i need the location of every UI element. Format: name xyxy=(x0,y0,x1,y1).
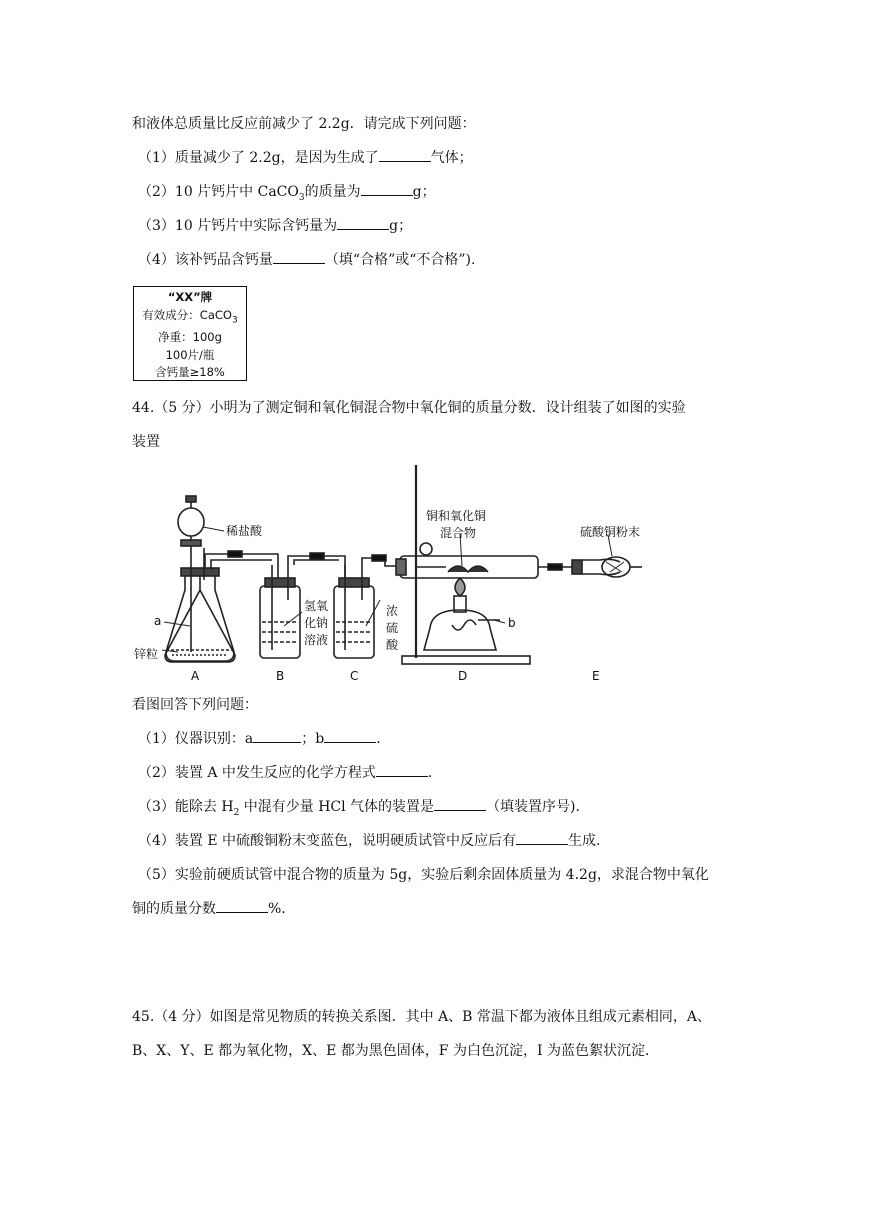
caption-a: A xyxy=(191,669,200,683)
subscript: 2 xyxy=(233,807,240,818)
q44-part2 xyxy=(138,762,432,782)
flask-stopper xyxy=(181,568,219,576)
q43-part2-text: （2）10 片钙片中 CaCO xyxy=(138,184,299,200)
label-naoh-3: 溶液 xyxy=(304,633,329,647)
label-mixture-2: 混合物 xyxy=(440,526,477,540)
iron-stand-base xyxy=(402,656,530,664)
q44-part3-mid: 中混有少量 HCl 气体的装置是 xyxy=(239,799,435,815)
q44-intro-line2: 装置 xyxy=(132,434,160,450)
q43-part2-mid: 的质量为 xyxy=(304,184,361,200)
label-brand: “XX”牌 xyxy=(167,290,213,304)
q43-part1-tail: 气体； xyxy=(430,150,473,166)
label-h2so4-3: 酸 xyxy=(386,638,399,652)
label-ingredient-text: 有效成分：CaCO xyxy=(142,307,232,322)
q44-part1-tail: . xyxy=(376,731,381,747)
q43-part3-tail: g； xyxy=(389,218,413,234)
label-dilute-hcl: 稀盐酸 xyxy=(226,524,263,538)
answer-blank[interactable] xyxy=(434,798,486,811)
answer-blank[interactable] xyxy=(376,764,428,777)
q44-part3-tail: （填装置序号). xyxy=(486,799,580,815)
q44-part1-mid: ；b xyxy=(301,731,325,747)
answer-blank[interactable] xyxy=(253,730,301,743)
funnel-tap xyxy=(181,540,201,546)
caption-b: B xyxy=(276,669,285,683)
clamp xyxy=(420,543,432,555)
q44-part3 xyxy=(138,796,580,818)
label-calcium: 含钙量≥18% xyxy=(155,365,225,380)
q44-part4-text: （4）装置 E 中硫酸铜粉末变蓝色，说明硬质试管中反应后有 xyxy=(138,833,517,849)
q44-part3-text: （3）能除去 H xyxy=(138,799,234,815)
label-count: 100片/瓶 xyxy=(165,347,215,362)
label-mixture-1: 铜和氧化铜 xyxy=(426,509,487,523)
q45-line2: B、X、Y、E 都为氧化物，X、E 都为黑色固体，F 为白色沉淀，I 为蓝色絮状沉淀． xyxy=(132,1043,659,1059)
q43-part4-text: （4）该补钙品含钙量 xyxy=(138,252,273,268)
answer-blank[interactable] xyxy=(216,900,268,913)
q44-part2-text: （2）装置 A 中发生反应的化学方程式 xyxy=(138,765,376,781)
rubber-tube xyxy=(228,551,242,557)
label-zinc: 锌粒 xyxy=(134,647,159,661)
subscript: 3 xyxy=(298,192,305,203)
q43-part3-text: （3）10 片钙片中实际含钙量为 xyxy=(138,218,338,234)
label-naoh-2: 化钠 xyxy=(304,616,329,630)
label-h2so4-1: 浓 xyxy=(386,604,399,618)
answer-blank[interactable] xyxy=(516,832,568,845)
intro-text: 和液体总质量比反应前减少了 2.2g．请完成下列问题： xyxy=(132,116,476,132)
q44-part4 xyxy=(138,830,600,850)
label-a: a xyxy=(154,614,162,628)
q43-part2-tail: g； xyxy=(412,184,436,200)
label-weight: 净重：100g xyxy=(158,330,222,345)
q44-part2-tail: . xyxy=(427,765,433,781)
q44-intro-line1: 44.（5 分）小明为了测定铜和氧化铜混合物中氧化铜的质量分数．设计组装了如图的实验 xyxy=(132,400,686,416)
label-naoh-1: 氢氧 xyxy=(304,599,329,613)
answer-blank[interactable] xyxy=(324,730,376,743)
q44-part5-tail: %. xyxy=(268,901,286,917)
label-cuso4: 硫酸铜粉末 xyxy=(580,525,641,539)
subscript: 3 xyxy=(231,314,238,325)
q44-part5-line1: （5）实验前硬质试管中混合物的质量为 5g，实验后剩余固体质量为 4.2g，求混合物中氧化 xyxy=(138,867,709,883)
drying-tube-stopper xyxy=(572,560,582,574)
q44-part5-text: 铜的质量分数 xyxy=(132,901,216,917)
q44-prompt: 看图回答下列问题： xyxy=(132,697,258,713)
caption-c: C xyxy=(350,669,359,683)
separatory-funnel xyxy=(178,508,204,536)
label-b: b xyxy=(508,616,516,630)
caption-d: D xyxy=(458,669,468,683)
q43-part4-tail: （填“合格”或“不合格”). xyxy=(324,252,476,268)
caption-e: E xyxy=(592,669,600,683)
q45-line1: 45.（4 分）如图是常见物质的转换关系图．其中 A、B 常温下都为液体且组成元素相同，A、 xyxy=(132,1009,712,1025)
q44-part4-tail: 生成. xyxy=(568,833,601,849)
q44-part5-line2 xyxy=(132,898,286,918)
q44-part1 xyxy=(138,728,381,748)
q43-part1-text: （1）质量减少了 2.2g，是因为生成了 xyxy=(138,150,379,166)
label-h2so4-2: 硫 xyxy=(386,621,399,635)
q44-part1-text: （1）仪器识别：a xyxy=(138,731,254,747)
